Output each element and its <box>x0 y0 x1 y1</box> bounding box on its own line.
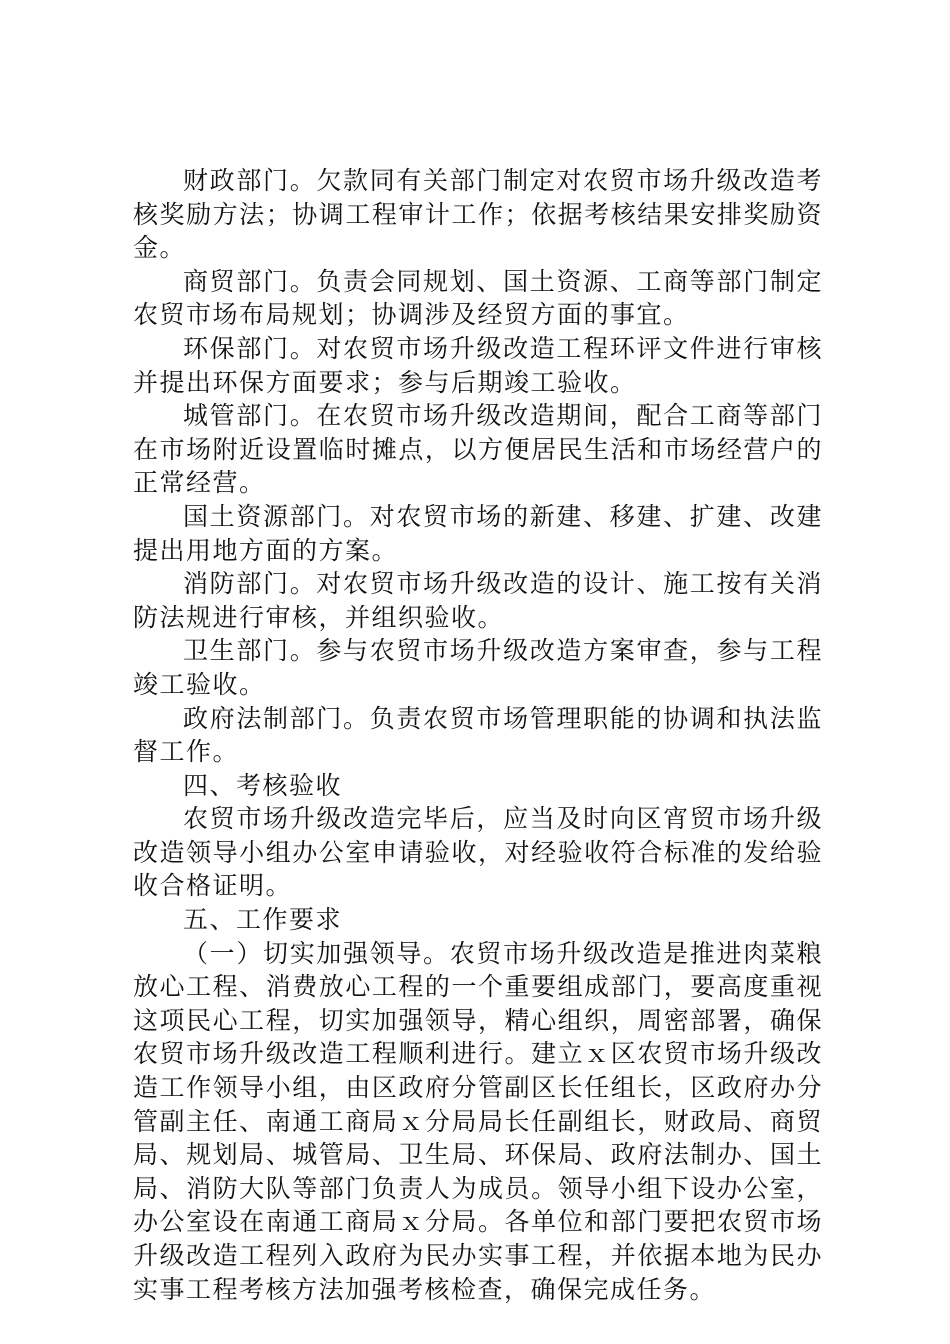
paragraph-health-dept: 卫生部门。参与农贸市场升级改造方案审查，参与工程竣工验收。 <box>133 636 823 699</box>
section-heading-requirements: 五、工作要求 <box>183 905 343 935</box>
paragraph-leadership: （一）切实加强领导。农贸市场升级改造是推进肉菜粮放心工程、消费放心工程的一个重要组成部门，要高度重视这项民心工程，切实加强领导，精心组织，周密部署，确保农贸市场升级改造工程顺利进行。建立ｘ区农贸市场升级改造工作领导小组，由区政府分管副区长任组长，区政府办分管副主任、南通工商局ｘ分局局长任副组长，财政局、商贸局、规划局、城管局、卫生局、环保局、政府法制办、国土局、消防大队等部门负责人为成员。领导小组下设办公室，办公室设在南通工商局ｘ分局。各单位和部门要把农贸市场升级改造工程列入政府为民办实事工程，并依据本地为民办实事工程考核方法加强考核检查，确保完成任务。 <box>133 938 823 1304</box>
paragraph-finance-dept: 财政部门。欠款同有关部门制定对农贸市场升级改造考核奖励方法；协调工程审计工作；依据考核结果安排奖励资金。 <box>133 166 823 263</box>
section-heading-assessment: 四、考核验收 <box>183 770 343 800</box>
paragraph-land-resources-dept: 国土资源部门。对农贸市场的新建、移建、扩建、改建提出用地方面的方案。 <box>133 501 823 565</box>
paragraph-assessment: 农贸市场升级改造完毕后，应当及时向区宵贸市场升级改造领导小组办公室申请验收，对经验收符合标准的发给验收合格证明。 <box>133 804 823 901</box>
paragraph-legal-dept: 政府法制部门。负责农贸市场管理职能的协调和执法监督工作。 <box>133 703 823 767</box>
paragraph-fire-dept: 消防部门。对农贸市场升级改造的设计、施工按有关消防法规进行审核，并组织验收。 <box>133 569 823 632</box>
paragraph-environment-dept: 环保部门。对农贸市场升级改造工程环评文件进行审核并提出环保方面要求；参与后期竣工验收。 <box>133 333 823 397</box>
paragraph-commerce-dept: 商贸部门。负责会同规划、国土资源、工商等部门制定农贸市场布局规划；协调涉及经贸方面的事宜。 <box>133 266 823 330</box>
document-body <box>133 164 823 1306</box>
paragraph-urban-management-dept: 城管部门。在农贸市场升级改造期间，配合工商等部门在市场附近设置临时摊点，以方便居民生活和市场经营户的正常经营。 <box>133 401 823 498</box>
